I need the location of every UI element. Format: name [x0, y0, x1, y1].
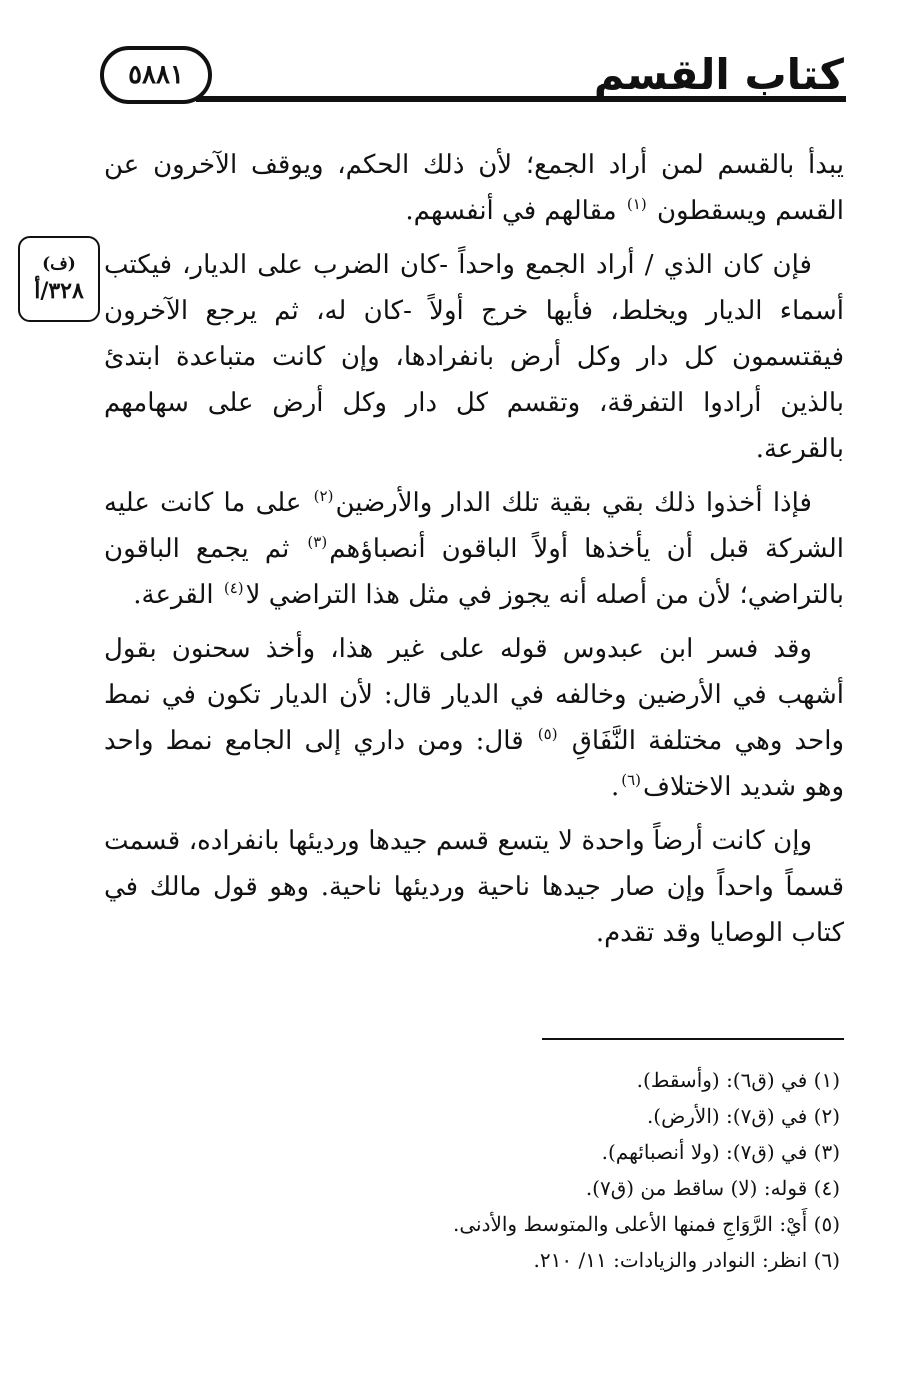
- paragraph-5: وإن كانت أرضاً واحدة لا يتسع قسم جيدها ورديئها بانفراده، قسمت قسماً واحداً وإن صار جيدها ناحية ورديئها ناحية. وهو قول مالك في كتاب الوصايا وقد تقدم.: [104, 826, 844, 948]
- footnote-5: (٥) أَيْ: الرَّوَاجِ فمنها الأعلى والمتوسط والأدنى.: [452, 1212, 840, 1236]
- paragraph-1-text: يبدأ بالقسم لمن أراد الجمع؛ لأن ذلك الحكم، ويوقف الآخرون عن القسم ويسقطون: [104, 150, 844, 226]
- footnote-ref-1: (١): [626, 195, 647, 214]
- footnotes: [100, 1062, 840, 1278]
- paragraph-4-text-c: .: [610, 772, 620, 802]
- main-text: [104, 142, 844, 964]
- paragraph-3-text-d: القرعة.: [133, 580, 214, 610]
- margin-note-line2: ٣٢٨/أ: [34, 278, 84, 304]
- footnote-ref-4: (٤): [223, 579, 244, 598]
- footnote-3: (٣) في (ق٧): (ولا أنصبائهم).: [601, 1140, 840, 1164]
- footnote-ref-2: (٢): [313, 487, 334, 506]
- chapter-title: كتاب القسم: [593, 50, 844, 99]
- paragraph-3: [104, 480, 844, 618]
- paragraph-4-text-a: وقد فسر ابن عبدوس قوله على غير هذا، وأخذ سحنون بقول أشهب في الأرضين وخالفه في الديار قال: لأن الديار تكون في نمط واحد وهي مختلفة النَّفَاقِ: [104, 634, 845, 756]
- footnote-ref-5: (٥): [537, 725, 558, 744]
- margin-note-line1: (ف): [42, 254, 76, 274]
- paragraph-4: [104, 626, 844, 810]
- paragraph-3-text-c: ثم يجمع الباقون بالتراضي؛ لأن من أصله أنه يجوز في مثل هذا التراضي لا: [104, 534, 844, 610]
- footnote-ref-3: (٣): [307, 533, 328, 552]
- paragraph-4-text-b: قال: ومن داري إلى الجامع نمط واحد وهو شديد الاختلاف: [104, 726, 844, 802]
- footnote-rule: [542, 1038, 844, 1040]
- footnote-2: (٢) في (ق٧): (الأرض).: [646, 1104, 840, 1128]
- paragraph-1-text-end: مقالهم في أنفسهم.: [405, 196, 617, 226]
- footnote-6: (٦) انظر: النوادر والزيادات: ١١/ ٢١٠.: [533, 1248, 840, 1272]
- footnote-4: (٤) قوله: (لا) ساقط من (ق٧).: [585, 1176, 840, 1200]
- paragraph-3-text-b: على ما كانت عليه الشركة قبل أن يأخذها أولاً الباقون أنصباؤهم: [104, 488, 845, 564]
- paragraph-1: [104, 142, 844, 234]
- margin-note: [18, 236, 100, 322]
- footnote-1: (١) في (ق٦): (وأسقط).: [636, 1068, 840, 1092]
- paragraph-2: فإن كان الذي / أراد الجمع واحداً -كان الضرب على الديار، فيكتب أسماء الديار ويخلط، فأيها خرج أولاً -كان له، ثم يرجع الآخرون فيقتسمون كل دار وكل أرض بانفرادها، وإن كانت متباعدة ابتدئ بالذين أرادوا التفرقة، وتقسم كل دار وكل أرض على سهامهم بالقرعة.: [104, 250, 844, 464]
- footnote-ref-6: (٦): [621, 771, 642, 790]
- page-number: [100, 46, 212, 104]
- page-number-text: ٥٨٨١: [128, 60, 184, 90]
- paragraph-3-text-a: فإذا أخذوا ذلك بقي بقية تلك الدار والأرضين: [335, 488, 812, 518]
